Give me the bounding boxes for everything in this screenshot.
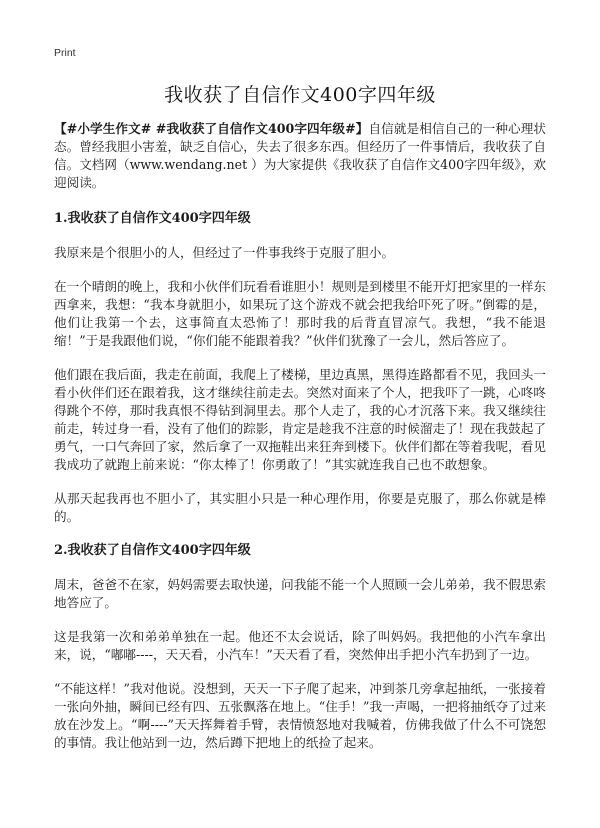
paragraph: 周末，爸爸不在家，妈妈需要去取快递，问我能不能一个人照顾一会儿弟弟，我不假思索地答应了。 [54,577,546,610]
intro-tag: 【#小学生作文# #我收获了自信作文400字四年级#】 [54,121,369,136]
section-heading: 1.我收获了自信作文400字四年级 [54,211,251,226]
print-label: Print [54,47,76,59]
intro-text: 自信就是相信自己的一种心理状态。曾经我胆小害羞，缺乏自信心，失去了很多东西。但经历了一件事情后，我收获了自信。文档网（www.wendang.net ）为大家提供《我收获了自信作文400字四年级》，欢迎阅读。 [54,121,547,190]
paragraph: 在一个晴朗的晚上，我和小伙伴们玩看看谁胆小！规则是到楼里不能开灯把家里的一样东西拿来，我想：“我本身就胆小，如果玩了这个游戏不就会把我给吓死了呀。”倒霉的是，他们让我第一个去，这事简直太恐怖了！那时我的后背直冒凉气。我想，“我不能退缩！”于是我跟他们说，“你们能不能跟着我？”伙伴们犹豫了一会儿，然后答应了。 [54,279,546,348]
article-body [54,120,546,768]
paragraph: 这是我第一次和弟弟单独在一起。他还不太会说话，除了叫妈妈。我把他的小汽车拿出来，说，“嘟嘟----，天天看，小汽车！”天天看了看，突然伸出手把小汽车扔到了一边。 [54,629,546,662]
paragraph: 我原来是个很胆小的人，但经过了一件事我终于克服了胆小。 [54,245,395,260]
paragraph: “不能这样！”我对他说。没想到，天天一下子爬了起来，冲到茶几旁拿起抽纸，一张接着一张向外抽，瞬间已经有四、五张飘落在地上。“住手！”我一声喝，一把将抽纸夺了过来放在沙发上。“啊----”天天挥舞着手臂，表情愤怒地对我喊着，仿佛我做了什么不可饶恕的事情。我让他站到一边，然后蹲下把地上的纸捡了起来。 [54,681,546,750]
intro-paragraph [54,120,546,192]
section-heading: 2.我收获了自信作文400字四年级 [54,543,251,558]
paragraph: 从那天起我再也不胆小了，其实胆小只是一种心理作用，你要是克服了，那么你就是棒的。 [54,491,546,524]
paragraph: 他们跟在我后面，我走在前面，我爬上了楼梯，里边真黑，黑得连路都看不见，我回头一看小伙伴们还在跟着我，这才继续往前走去。突然对面来了个人，把我吓了一跳，心咚咚得跳个不停，那时我真恨不得钻到洞里去。那个人走了，我的心才沉落下来。我又继续往前走，转过身一看，没有了他们的踪影，肯定是趁我不注意的时候溜走了！现在我鼓起了勇气，一口气奔回了家，然后拿了一双拖鞋出来狂奔到楼下。伙伴们都在等着我呢，看见我成功了就跑上前来说：“你太棒了！你勇敢了！”其实就连我自己也不敢想象。 [54,367,546,472]
page-title: 我收获了自信作文400字四年级 [164,84,436,106]
